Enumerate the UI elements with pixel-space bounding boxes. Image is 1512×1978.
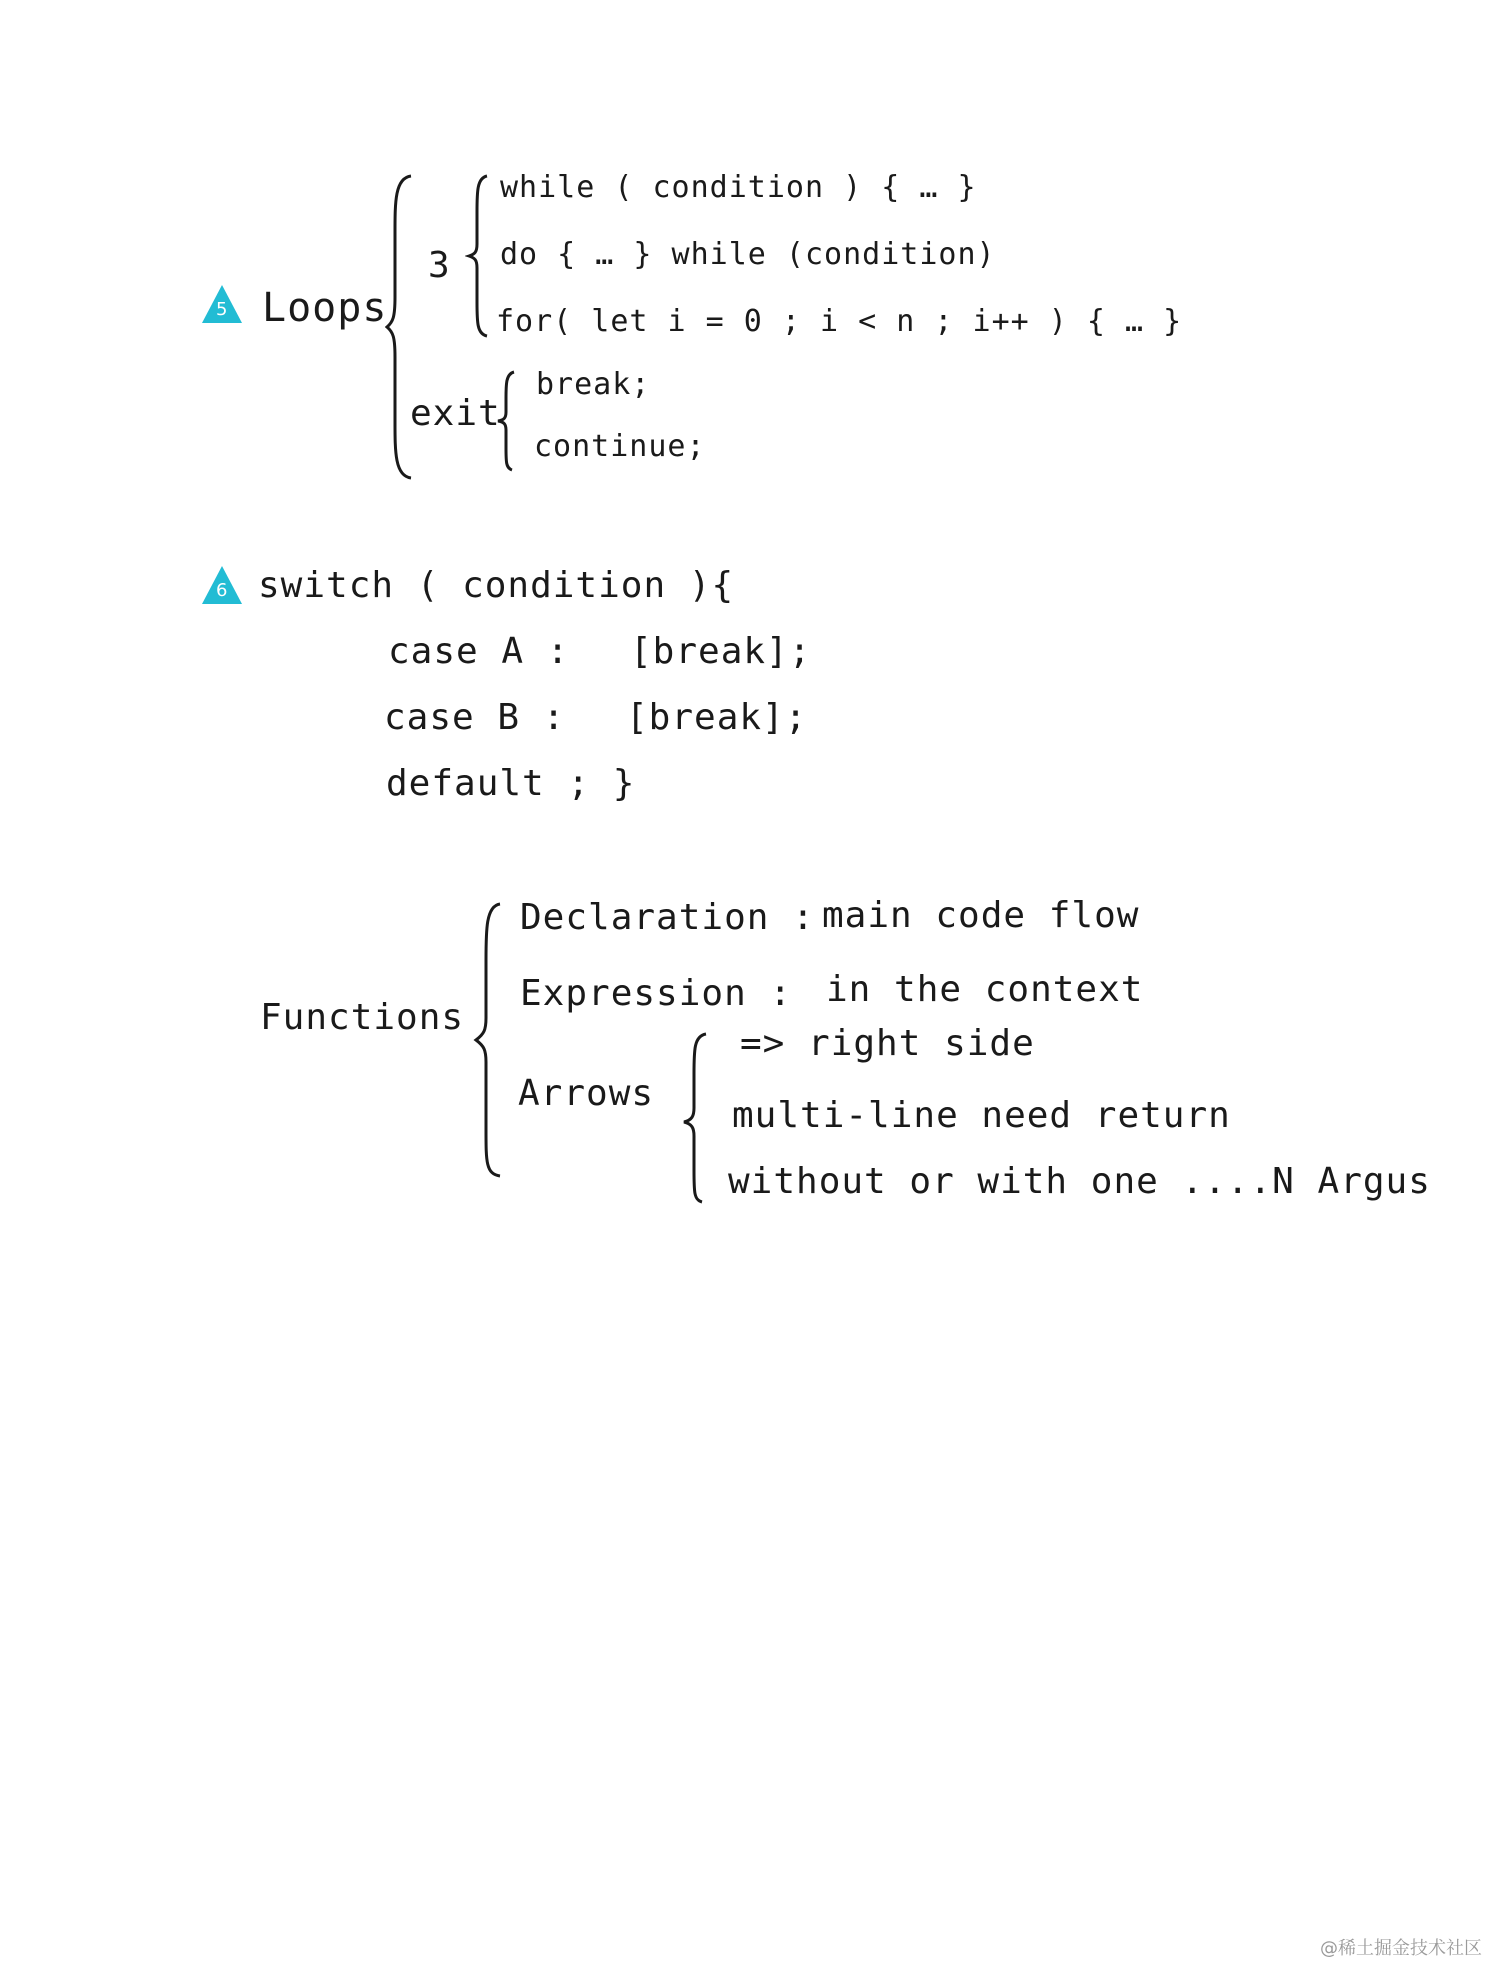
declaration-note: main code flow bbox=[822, 895, 1140, 936]
declaration-label: Declaration : bbox=[520, 897, 815, 938]
switch-default: default ; } bbox=[386, 763, 636, 804]
loops-title: Loops bbox=[262, 285, 388, 331]
expression-label: Expression : bbox=[520, 973, 793, 1014]
case-a-label: case A : bbox=[388, 631, 570, 672]
loop-type-while: while ( condition ) { … } bbox=[500, 170, 977, 205]
arrows-label: Arrows bbox=[518, 1073, 655, 1114]
switch-header: switch ( condition ){ bbox=[258, 565, 735, 606]
loop-type-do-while: do { … } while (condition) bbox=[500, 237, 996, 272]
watermark: @稀土掘金技术社区 bbox=[1320, 1938, 1482, 1959]
case-b-label: case B : bbox=[384, 697, 566, 738]
functions-brace bbox=[472, 900, 504, 1180]
arrows-item-right-side: => right side bbox=[740, 1023, 1035, 1064]
section-6-number: 6 bbox=[216, 580, 228, 601]
exit-continue: continue; bbox=[534, 429, 706, 464]
section-5-marker bbox=[200, 283, 244, 325]
arrows-brace bbox=[680, 1030, 710, 1206]
loop-type-for: for( let i = 0 ; i < n ; i++ ) { … } bbox=[496, 304, 1183, 339]
section-6-marker bbox=[200, 564, 244, 606]
loops-brace bbox=[385, 172, 415, 482]
loops-count: 3 bbox=[428, 245, 451, 286]
arrows-item-multiline: multi-line need return bbox=[732, 1095, 1231, 1136]
expression-note: in the context bbox=[826, 969, 1144, 1010]
section-5-number: 5 bbox=[216, 299, 228, 320]
case-a-action: [break]; bbox=[630, 631, 812, 672]
exit-label: exit bbox=[410, 393, 501, 434]
arrows-item-args: without or with one ....N Argus bbox=[728, 1161, 1431, 1202]
functions-title: Functions bbox=[260, 997, 465, 1038]
case-b-action: [break]; bbox=[626, 697, 808, 738]
loop-types-brace bbox=[465, 172, 491, 340]
exit-break: break; bbox=[536, 367, 651, 402]
